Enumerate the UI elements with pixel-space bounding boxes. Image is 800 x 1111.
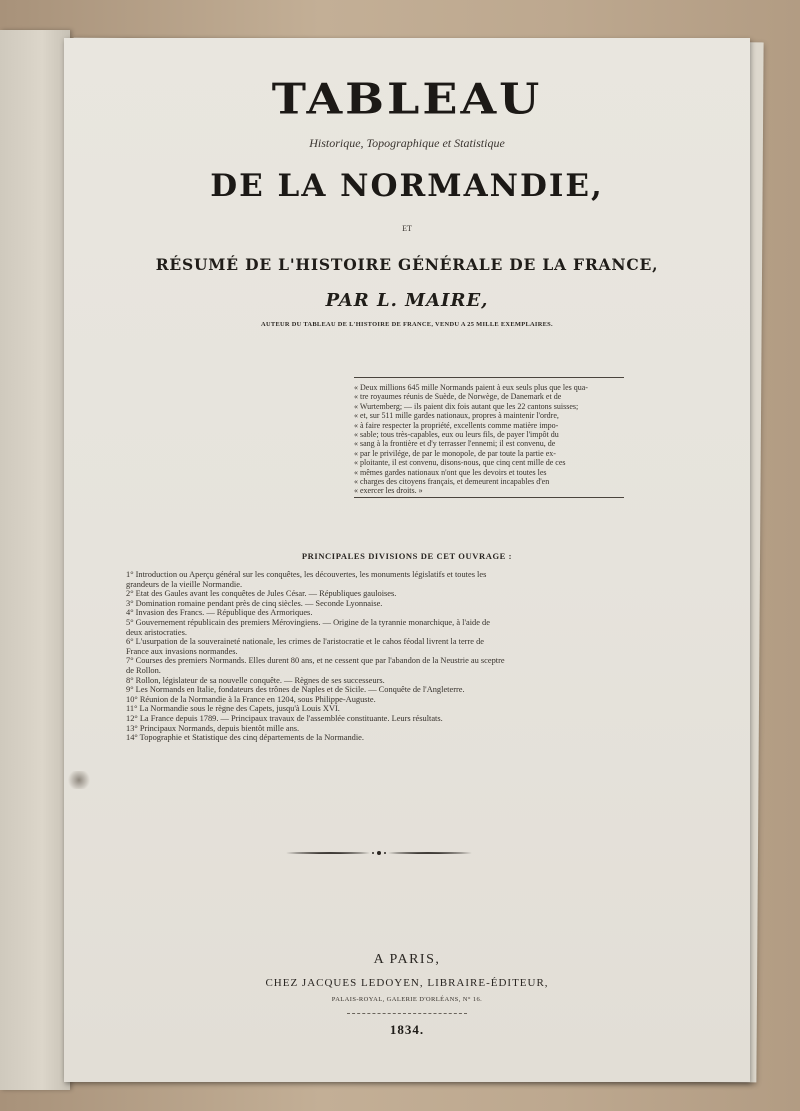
quote-line: « et, sur 511 mille gardes nationaux, propres à maintenir l'ordre, [354,411,559,421]
author-credentials: AUTEUR DU TABLEAU DE L'HISTOIRE DE FRANCE, VENDU A 25 MILLE EXEMPLAIRES. [261,321,553,328]
division-line: deux aristocraties. [126,627,187,637]
division-line: 6° L'usurpation de la souveraineté nationale, les crimes de l'aristocratie et le cahos féodal livrent la terre de [126,637,484,647]
quote-line: « sable; tous très-capables, eux ou leurs fils, de payer l'impôt du [354,430,559,440]
left-facing-page [0,30,70,1090]
quote-line: « tre royaumes réunis de Suède, de Norwège, de Danemark et de [354,392,562,402]
quote-line: « charges des citoyens français, et demeurent incapables d'en [354,477,550,487]
title-connector: ET [402,224,412,233]
publication-year: 1834. [389,1022,425,1037]
division-line: 8° Rollon, législateur de sa nouvelle conquête. — Règnes de ses successeurs. [126,675,385,685]
imprint-publisher: CHEZ JACQUES LEDOYEN, LIBRAIRE-ÉDITEUR, [265,977,549,989]
title-normandie: DE LA NORMANDIE, [210,168,604,204]
quote-line: « Wurtemberg; — ils paient dix fois autant que les 22 cantons suisses; [354,401,579,411]
quote-line: « Deux millions 645 mille Normands paient à eux seuls plus que les qua- [354,383,588,392]
division-line: 14° Topographie et Statistique des cinq départements de la Normandie. [126,733,364,743]
division-line: 5° Gouvernement républicain des premiers Mérovingiens. — Origine de la tyrannie monarchique, à l'aide de [126,617,490,627]
imprint-address: PALAIS-ROYAL, GALERIE D'ORLÉANS, N° 16. [331,996,483,1003]
year-rule [347,1013,467,1014]
divisions-heading: PRINCIPALES DIVISIONS DE CET OUVRAGE : [301,551,513,561]
divisions-list [126,570,706,743]
quote-line: « ploitante, il est convenu, disons-nous, que cinq cent mille de ces [354,458,566,468]
main-title: TABLEAU [271,74,543,124]
paper-stain [66,771,92,789]
division-line: 12° La France depuis 1789. — Principaux travaux de l'assemblée constituante. Leurs résultats. [126,713,443,723]
title-page [64,38,750,1082]
division-line: 9° Les Normands en Italie, fondateurs des trônes de Naples et de Sicile. — Conquête de l'Angleterre. [126,685,465,695]
division-line: de Rollon. [126,665,161,675]
division-line: 1° Introduction ou Aperçu général sur les conquêtes, les découvertes, les monuments législatifs et toutes les [126,570,487,579]
epigraph-quote [354,383,624,496]
quote-rule-bottom [354,497,624,498]
quote-rule-top [354,377,624,378]
division-line: 4° Invasion des Francs. — République des Armoriques. [126,608,313,618]
quote-line: « par le privilége, de par le monopole, de par toute la partie ex- [354,448,556,458]
ornamental-rule [286,850,472,856]
imprint-city: A PARIS, [373,952,441,967]
quote-line: « exercer les droits. » [354,486,423,496]
division-line: 2° Etat des Gaules avant les conquêtes de Jules César. — Républiques gauloises. [126,589,397,599]
division-line: 3° Domination romaine pendant près de cinq siècles. — Seconde Lyonnaise. [126,598,383,608]
subtitle: Historique, Topographique et Statistique [309,136,505,150]
title-resume: RÉSUMÉ DE L'HISTOIRE GÉNÉRALE DE LA FRANCE, [155,255,659,274]
quote-line: « sang à la frontière et d'y terrasser l'ennemi; il est convenu, de [354,439,556,449]
division-line: 7° Courses des premiers Normands. Elles durent 80 ans, et ne cessent que par l'abandon de la Neustrie au sceptre [126,656,505,666]
division-line: 11° La Normandie sous le règne des Capets, jusqu'à Louis XVI. [126,704,340,714]
quote-line: « à faire respecter la propriété, excellents comme matière impo- [354,420,559,430]
quote-line: « mêmes gardes nationaux n'ont que les devoirs et toutes les [354,467,547,477]
division-line: grandeurs de la vieille Normandie. [126,579,243,589]
division-line: France aux invasions normandes. [126,646,238,656]
author-line: PAR L. MAIRE, [325,290,489,311]
division-line: 10° Réunion de la Normandie à la France en 1204, sous Philippe-Auguste. [126,694,376,704]
division-line: 13° Principaux Normands, depuis bientôt mille ans. [126,723,300,733]
